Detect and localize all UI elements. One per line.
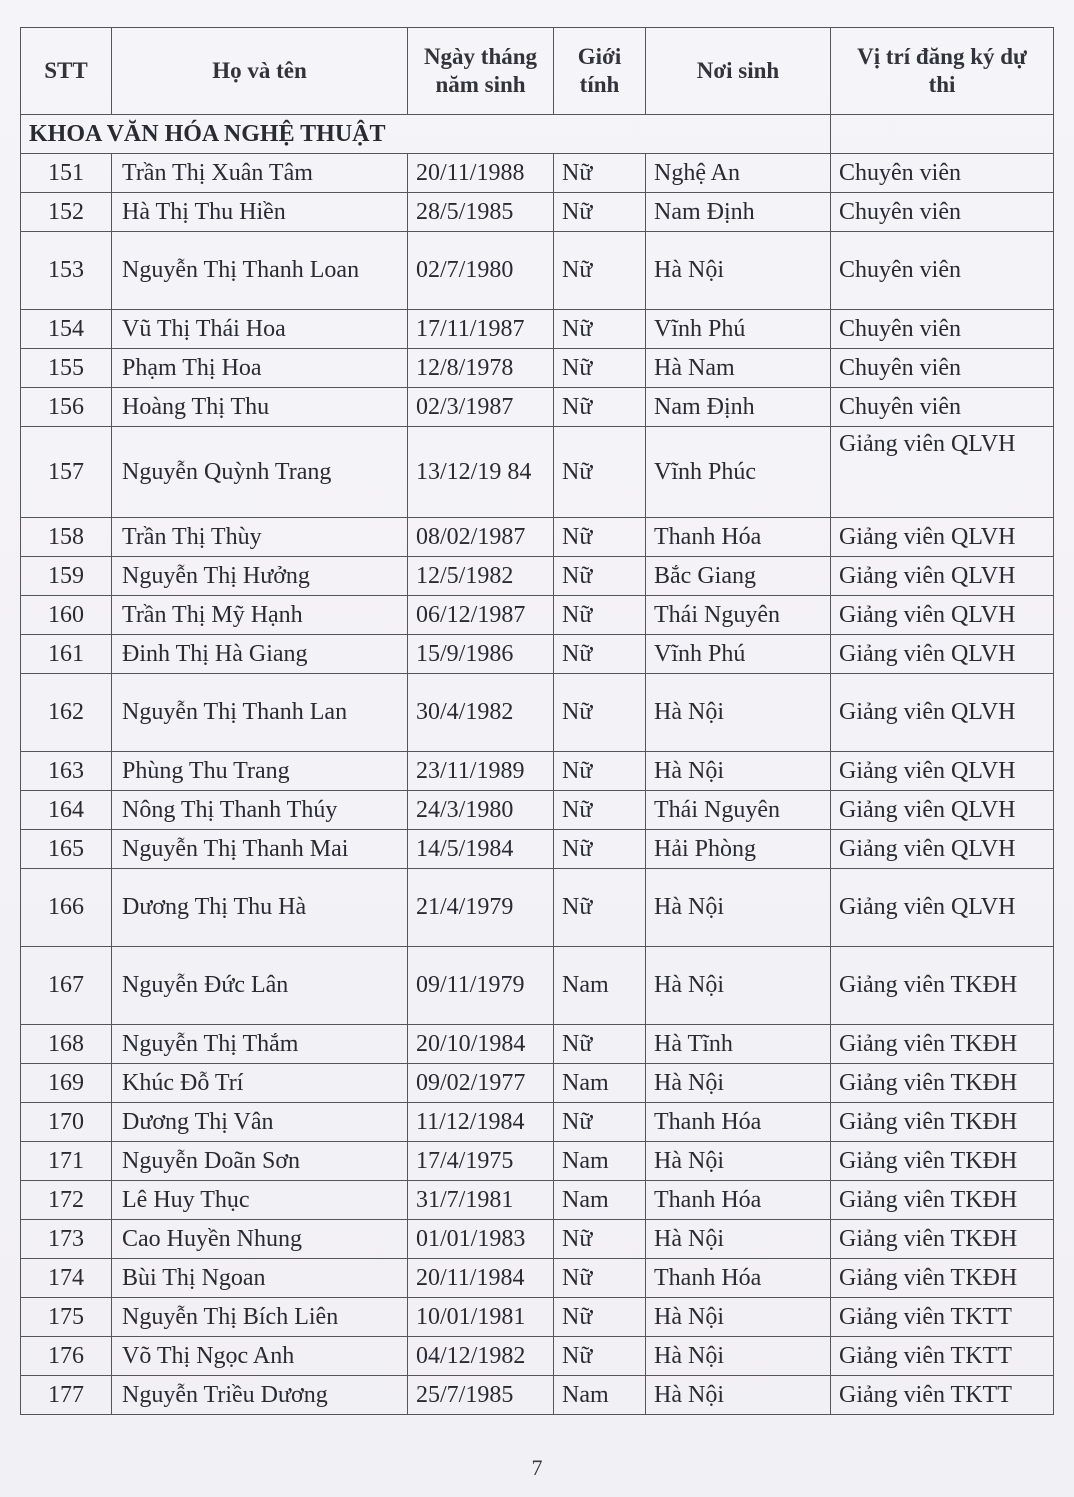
cell-birthplace: Hà Nội xyxy=(646,752,831,791)
cell-stt: 163 xyxy=(21,752,112,791)
cell-position: Giảng viên QLVH xyxy=(831,791,1054,830)
cell-dob: 04/12/1982 xyxy=(408,1337,554,1376)
cell-name: Nguyễn Thị Hưởng xyxy=(112,557,408,596)
cell-position: Chuyên viên xyxy=(831,154,1054,193)
cell-dob: 20/11/1984 xyxy=(408,1259,554,1298)
cell-stt: 170 xyxy=(21,1103,112,1142)
cell-dob: 21/4/1979 xyxy=(408,869,554,947)
cell-stt: 156 xyxy=(21,388,112,427)
cell-stt: 164 xyxy=(21,791,112,830)
cell-gender: Nữ xyxy=(554,1025,646,1064)
table-row xyxy=(21,1181,1054,1220)
cell-dob: 20/10/1984 xyxy=(408,1025,554,1064)
table-row xyxy=(21,154,1054,193)
cell-position: Giảng viên QLVH xyxy=(831,830,1054,869)
cell-position: Giảng viên TKĐH xyxy=(831,1220,1054,1259)
cell-position: Giảng viên TKĐH xyxy=(831,1259,1054,1298)
cell-position: Giảng viên TKĐH xyxy=(831,1025,1054,1064)
cell-name: Hà Thị Thu Hiền xyxy=(112,193,408,232)
table-row xyxy=(21,1064,1054,1103)
cell-gender: Nữ xyxy=(554,349,646,388)
table-row xyxy=(21,674,1054,752)
table-row xyxy=(21,1298,1054,1337)
cell-stt: 162 xyxy=(21,674,112,752)
cell-birthplace: Bắc Giang xyxy=(646,557,831,596)
cell-dob: 11/12/1984 xyxy=(408,1103,554,1142)
cell-gender: Nam xyxy=(554,1376,646,1415)
cell-stt: 172 xyxy=(21,1181,112,1220)
cell-gender: Nữ xyxy=(554,388,646,427)
cell-name: Phùng Thu Trang xyxy=(112,752,408,791)
cell-birthplace: Hải Phòng xyxy=(646,830,831,869)
cell-gender: Nam xyxy=(554,1181,646,1220)
cell-name: Nguyễn Thị Bích Liên xyxy=(112,1298,408,1337)
cell-gender: Nữ xyxy=(554,1259,646,1298)
cell-stt: 161 xyxy=(21,635,112,674)
cell-name: Nguyễn Doãn Sơn xyxy=(112,1142,408,1181)
cell-birthplace: Nam Định xyxy=(646,388,831,427)
cell-dob: 28/5/1985 xyxy=(408,193,554,232)
cell-name: Cao Huyền Nhung xyxy=(112,1220,408,1259)
cell-position: Chuyên viên xyxy=(831,310,1054,349)
cell-stt: 154 xyxy=(21,310,112,349)
cell-gender: Nữ xyxy=(554,830,646,869)
cell-position: Giảng viên QLVH xyxy=(831,596,1054,635)
table-row xyxy=(21,830,1054,869)
table-row xyxy=(21,752,1054,791)
table-row xyxy=(21,1259,1054,1298)
cell-dob: 12/5/1982 xyxy=(408,557,554,596)
cell-position: Giảng viên TKTT xyxy=(831,1337,1054,1376)
cell-position: Giảng viên QLVH xyxy=(831,752,1054,791)
table-row xyxy=(21,1376,1054,1415)
cell-dob: 31/7/1981 xyxy=(408,1181,554,1220)
cell-stt: 153 xyxy=(21,232,112,310)
cell-birthplace: Hà Nội xyxy=(646,947,831,1025)
cell-birthplace: Thanh Hóa xyxy=(646,1181,831,1220)
table-header-row xyxy=(21,28,1054,115)
cell-name: Đinh Thị Hà Giang xyxy=(112,635,408,674)
cell-gender: Nữ xyxy=(554,1298,646,1337)
table-row xyxy=(21,1337,1054,1376)
table-row xyxy=(21,635,1054,674)
cell-position: Chuyên viên xyxy=(831,232,1054,310)
cell-position: Giảng viên TKTT xyxy=(831,1298,1054,1337)
cell-position: Chuyên viên xyxy=(831,193,1054,232)
cell-position: Giảng viên QLVH xyxy=(831,869,1054,947)
cell-stt: 169 xyxy=(21,1064,112,1103)
cell-birthplace: Hà Nội xyxy=(646,1337,831,1376)
cell-stt: 174 xyxy=(21,1259,112,1298)
cell-name: Vũ Thị Thái Hoa xyxy=(112,310,408,349)
cell-dob: 30/4/1982 xyxy=(408,674,554,752)
cell-position: Giảng viên TKĐH xyxy=(831,1103,1054,1142)
cell-stt: 160 xyxy=(21,596,112,635)
cell-dob: 15/9/1986 xyxy=(408,635,554,674)
cell-name: Trần Thị Xuân Tâm xyxy=(112,154,408,193)
header-dob xyxy=(408,28,554,115)
cell-gender: Nữ xyxy=(554,635,646,674)
cell-birthplace: Thái Nguyên xyxy=(646,791,831,830)
cell-gender: Nữ xyxy=(554,310,646,349)
cell-dob: 01/01/1983 xyxy=(408,1220,554,1259)
cell-stt: 152 xyxy=(21,193,112,232)
cell-gender: Nam xyxy=(554,1064,646,1103)
cell-gender: Nữ xyxy=(554,596,646,635)
table-row xyxy=(21,947,1054,1025)
cell-birthplace: Hà Nội xyxy=(646,869,831,947)
header-birthplace: Nơi sinh xyxy=(646,28,831,115)
cell-dob: 20/11/1988 xyxy=(408,154,554,193)
cell-name: Nguyễn Thị Thanh Lan xyxy=(112,674,408,752)
cell-name: Trần Thị Mỹ Hạnh xyxy=(112,596,408,635)
cell-position: Giảng viên TKTT xyxy=(831,1376,1054,1415)
cell-stt: 173 xyxy=(21,1220,112,1259)
cell-position: Giảng viên QLVH xyxy=(831,427,1054,518)
cell-name: Dương Thị Vân xyxy=(112,1103,408,1142)
cell-birthplace: Vĩnh Phú xyxy=(646,310,831,349)
cell-birthplace: Nghệ An xyxy=(646,154,831,193)
cell-birthplace: Vĩnh Phúc xyxy=(646,427,831,518)
cell-stt: 155 xyxy=(21,349,112,388)
cell-position: Giảng viên QLVH xyxy=(831,557,1054,596)
header-gender xyxy=(554,28,646,115)
cell-stt: 175 xyxy=(21,1298,112,1337)
cell-name: Hoàng Thị Thu xyxy=(112,388,408,427)
cell-birthplace: Hà Tĩnh xyxy=(646,1025,831,1064)
page-number: 7 xyxy=(531,1455,543,1480)
section-row xyxy=(21,115,1054,154)
table-row xyxy=(21,1025,1054,1064)
cell-position: Giảng viên TKĐH xyxy=(831,1064,1054,1103)
cell-stt: 151 xyxy=(21,154,112,193)
cell-position: Giảng viên QLVH xyxy=(831,674,1054,752)
header-dob-label: Ngày tháng năm sinh xyxy=(423,44,538,97)
table-row xyxy=(21,349,1054,388)
cell-gender: Nữ xyxy=(554,791,646,830)
header-position xyxy=(831,28,1054,115)
table-row xyxy=(21,1103,1054,1142)
cell-name: Dương Thị Thu Hà xyxy=(112,869,408,947)
cell-gender: Nữ xyxy=(554,869,646,947)
cell-stt: 177 xyxy=(21,1376,112,1415)
cell-stt: 167 xyxy=(21,947,112,1025)
cell-dob: 13/12/19 84 xyxy=(408,427,554,518)
cell-dob: 17/4/1975 xyxy=(408,1142,554,1181)
cell-name: Nguyễn Đức Lân xyxy=(112,947,408,1025)
cell-dob: 02/7/1980 xyxy=(408,232,554,310)
cell-birthplace: Vĩnh Phú xyxy=(646,635,831,674)
table-row xyxy=(21,388,1054,427)
cell-gender: Nữ xyxy=(554,154,646,193)
cell-stt: 168 xyxy=(21,1025,112,1064)
cell-name: Trần Thị Thùy xyxy=(112,518,408,557)
cell-gender: Nam xyxy=(554,947,646,1025)
table-row xyxy=(21,427,1054,518)
cell-dob: 06/12/1987 xyxy=(408,596,554,635)
table-row xyxy=(21,791,1054,830)
cell-birthplace: Thanh Hóa xyxy=(646,518,831,557)
header-position-label: Vị trí đăng ký dự thi xyxy=(857,44,1027,97)
cell-name: Khúc Đỗ Trí xyxy=(112,1064,408,1103)
cell-gender: Nữ xyxy=(554,1103,646,1142)
header-name: Họ và tên xyxy=(112,28,408,115)
cell-birthplace: Thái Nguyên xyxy=(646,596,831,635)
cell-dob: 14/5/1984 xyxy=(408,830,554,869)
cell-name: Nguyễn Thị Thắm xyxy=(112,1025,408,1064)
cell-dob: 08/02/1987 xyxy=(408,518,554,557)
cell-position: Giảng viên TKĐH xyxy=(831,1142,1054,1181)
cell-position: Giảng viên QLVH xyxy=(831,635,1054,674)
cell-gender: Nữ xyxy=(554,752,646,791)
section-title: KHOA VĂN HÓA NGHỆ THUẬT xyxy=(21,115,831,154)
cell-stt: 157 xyxy=(21,427,112,518)
cell-birthplace: Hà Nội xyxy=(646,232,831,310)
cell-birthplace: Nam Định xyxy=(646,193,831,232)
cell-gender: Nữ xyxy=(554,1220,646,1259)
cell-gender: Nữ xyxy=(554,1337,646,1376)
table-row xyxy=(21,596,1054,635)
cell-gender: Nữ xyxy=(554,557,646,596)
cell-position: Chuyên viên xyxy=(831,349,1054,388)
cell-birthplace: Hà Nội xyxy=(646,1376,831,1415)
cell-position: Giảng viên TKĐH xyxy=(831,947,1054,1025)
cell-dob: 10/01/1981 xyxy=(408,1298,554,1337)
cell-position: Chuyên viên xyxy=(831,388,1054,427)
cell-name: Bùi Thị Ngoan xyxy=(112,1259,408,1298)
cell-birthplace: Thanh Hóa xyxy=(646,1103,831,1142)
cell-name: Võ Thị Ngọc Anh xyxy=(112,1337,408,1376)
cell-dob: 09/02/1977 xyxy=(408,1064,554,1103)
cell-name: Lê Huy Thục xyxy=(112,1181,408,1220)
cell-birthplace: Hà Nội xyxy=(646,1298,831,1337)
table-row xyxy=(21,518,1054,557)
cell-dob: 17/11/1987 xyxy=(408,310,554,349)
cell-dob: 12/8/1978 xyxy=(408,349,554,388)
cell-name: Nguyễn Triều Dương xyxy=(112,1376,408,1415)
cell-birthplace: Hà Nội xyxy=(646,1220,831,1259)
table-row xyxy=(21,869,1054,947)
cell-stt: 159 xyxy=(21,557,112,596)
cell-birthplace: Hà Nội xyxy=(646,1142,831,1181)
cell-dob: 24/3/1980 xyxy=(408,791,554,830)
table-row xyxy=(21,232,1054,310)
cell-name: Nông Thị Thanh Thúy xyxy=(112,791,408,830)
cell-stt: 158 xyxy=(21,518,112,557)
cell-stt: 165 xyxy=(21,830,112,869)
cell-gender: Nữ xyxy=(554,232,646,310)
table-row xyxy=(21,557,1054,596)
cell-birthplace: Thanh Hóa xyxy=(646,1259,831,1298)
cell-name: Nguyễn Quỳnh Trang xyxy=(112,427,408,518)
cell-gender: Nam xyxy=(554,1142,646,1181)
cell-gender: Nữ xyxy=(554,427,646,518)
cell-name: Nguyễn Thị Thanh Loan xyxy=(112,232,408,310)
cell-gender: Nữ xyxy=(554,193,646,232)
table-row xyxy=(21,1220,1054,1259)
cell-dob: 09/11/1979 xyxy=(408,947,554,1025)
cell-birthplace: Hà Nội xyxy=(646,674,831,752)
cell-gender: Nữ xyxy=(554,518,646,557)
cell-stt: 176 xyxy=(21,1337,112,1376)
cell-name: Nguyễn Thị Thanh Mai xyxy=(112,830,408,869)
header-gender-label: Giới tính xyxy=(577,44,622,97)
cell-stt: 171 xyxy=(21,1142,112,1181)
cell-dob: 02/3/1987 xyxy=(408,388,554,427)
cell-stt: 166 xyxy=(21,869,112,947)
cell-birthplace: Hà Nam xyxy=(646,349,831,388)
section-empty-cell xyxy=(831,115,1054,154)
cell-dob: 23/11/1989 xyxy=(408,752,554,791)
table-row xyxy=(21,1142,1054,1181)
cell-position: Giảng viên QLVH xyxy=(831,518,1054,557)
cell-gender: Nữ xyxy=(554,674,646,752)
table-row xyxy=(21,310,1054,349)
cell-birthplace: Hà Nội xyxy=(646,1064,831,1103)
header-stt: STT xyxy=(21,28,112,115)
candidate-table xyxy=(20,27,1054,1415)
cell-position: Giảng viên TKĐH xyxy=(831,1181,1054,1220)
cell-name: Phạm Thị Hoa xyxy=(112,349,408,388)
cell-dob: 25/7/1985 xyxy=(408,1376,554,1415)
table-row xyxy=(21,193,1054,232)
